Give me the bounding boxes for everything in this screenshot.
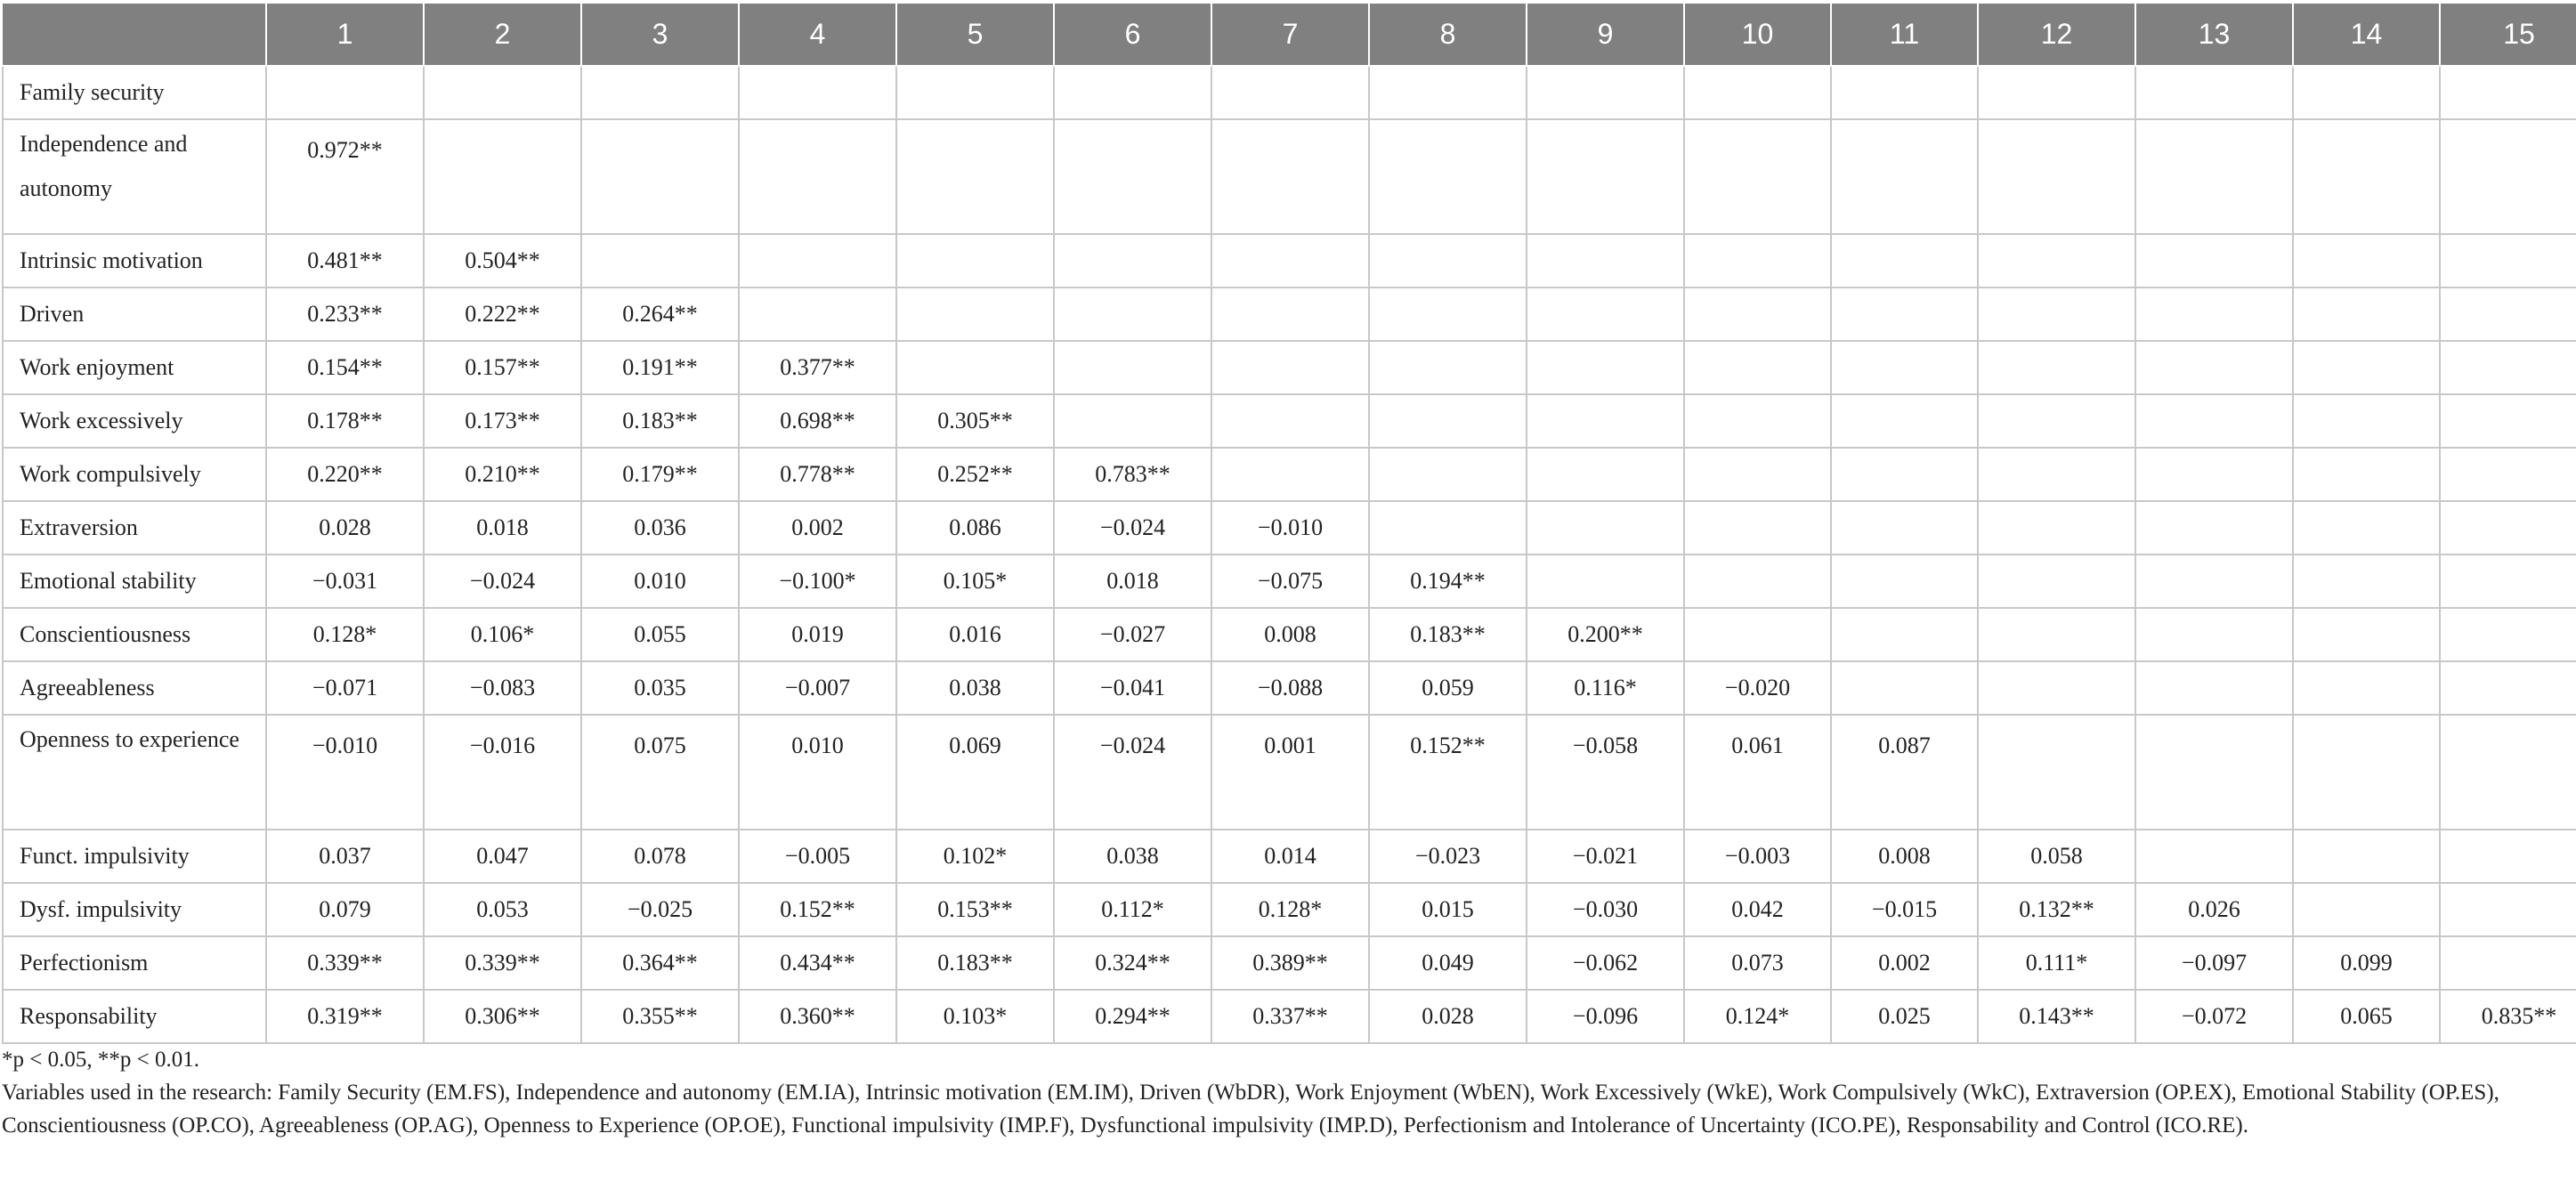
table-cell: −0.075 — [1211, 555, 1369, 608]
table-cell: 0.200** — [1527, 608, 1684, 661]
table-cell — [1211, 394, 1369, 448]
table-cell: 0.143** — [1978, 990, 2135, 1043]
column-header: 15 — [2440, 4, 2576, 66]
correlation-table-container — [2, 4, 2574, 1044]
table-row — [3, 394, 2576, 448]
table-cell — [1054, 234, 1211, 287]
table-cell: −0.025 — [581, 883, 739, 936]
table-cell: 0.173** — [424, 394, 581, 448]
table-cell — [2293, 830, 2440, 883]
table-cell — [896, 341, 1054, 394]
row-label: Dysf. impulsivity — [3, 883, 266, 936]
table-cell — [2293, 883, 2440, 936]
table-row — [3, 341, 2576, 394]
table-cell — [581, 234, 739, 287]
table-cell: 0.132** — [1978, 883, 2135, 936]
table-cell: −0.021 — [1527, 830, 1684, 883]
table-cell — [739, 234, 896, 287]
row-label: Intrinsic motivation — [3, 234, 266, 287]
table-cell — [1684, 66, 1831, 119]
table-row — [3, 608, 2576, 661]
table-cell: −0.030 — [1527, 883, 1684, 936]
table-cell — [1527, 394, 1684, 448]
table-cell: 0.015 — [1369, 883, 1527, 936]
table-cell: 0.434** — [739, 936, 896, 990]
table-cell: 0.178** — [266, 394, 424, 448]
table-cell — [2293, 501, 2440, 555]
table-cell — [1978, 234, 2135, 287]
table-cell: 0.183** — [581, 394, 739, 448]
table-cell — [2135, 341, 2293, 394]
table-cell: 0.389** — [1211, 936, 1369, 990]
table-row — [3, 830, 2576, 883]
table-cell — [1684, 555, 1831, 608]
table-cell: −0.027 — [1054, 608, 1211, 661]
table-cell: −0.062 — [1527, 936, 1684, 990]
table-cell — [1684, 394, 1831, 448]
table-cell — [1369, 501, 1527, 555]
row-label: Agreeableness — [3, 661, 266, 715]
table-cell — [1369, 341, 1527, 394]
table-row — [3, 715, 2576, 830]
table-cell — [2135, 448, 2293, 501]
table-cell — [1211, 341, 1369, 394]
table-cell — [1978, 394, 2135, 448]
table-cell — [1369, 394, 1527, 448]
table-cell: −0.031 — [266, 555, 424, 608]
table-cell — [1369, 119, 1527, 234]
table-cell: 0.103* — [896, 990, 1054, 1043]
table-cell — [2440, 119, 2576, 234]
table-cell: −0.024 — [1054, 715, 1211, 830]
table-row — [3, 883, 2576, 936]
table-cell — [2293, 448, 2440, 501]
table-cell: 0.002 — [739, 501, 896, 555]
row-label: Work compulsively — [3, 448, 266, 501]
table-cell — [266, 66, 424, 119]
row-label: Work excessively — [3, 394, 266, 448]
table-cell: −0.003 — [1684, 830, 1831, 883]
table-cell — [1831, 394, 1978, 448]
table-cell: −0.024 — [424, 555, 581, 608]
table-cell: 0.220** — [266, 448, 424, 501]
table-cell: 0.008 — [1831, 830, 1978, 883]
table-cell: −0.100* — [739, 555, 896, 608]
table-cell: 0.835** — [2440, 990, 2576, 1043]
table-cell: 0.008 — [1211, 608, 1369, 661]
table-cell — [2293, 66, 2440, 119]
table-cell: 0.028 — [1369, 990, 1527, 1043]
table-cell — [1831, 119, 1978, 234]
table-cell — [2293, 555, 2440, 608]
table-cell: 0.128* — [1211, 883, 1369, 936]
table-cell — [1527, 341, 1684, 394]
table-cell — [1684, 287, 1831, 341]
table-cell: 0.014 — [1211, 830, 1369, 883]
table-cell: 0.339** — [424, 936, 581, 990]
table-cell: 0.038 — [896, 661, 1054, 715]
table-cell: 0.183** — [1369, 608, 1527, 661]
table-cell: −0.005 — [739, 830, 896, 883]
table-cell — [1978, 608, 2135, 661]
table-cell — [2135, 119, 2293, 234]
table-cell — [739, 119, 896, 234]
table-cell — [2440, 287, 2576, 341]
table-cell: 0.010 — [581, 555, 739, 608]
table-cell: 0.252** — [896, 448, 1054, 501]
table-row — [3, 501, 2576, 555]
table-cell: 0.073 — [1684, 936, 1831, 990]
table-cell: 0.106* — [424, 608, 581, 661]
table-cell — [1978, 341, 2135, 394]
table-cell — [2440, 715, 2576, 830]
table-cell: −0.072 — [2135, 990, 2293, 1043]
table-cell — [2135, 66, 2293, 119]
significance-note: *p < 0.05, **p < 0.01. — [2, 1048, 199, 1072]
table-cell: 0.324** — [1054, 936, 1211, 990]
table-cell: −0.024 — [1054, 501, 1211, 555]
table-row — [3, 448, 2576, 501]
table-row — [3, 936, 2576, 990]
header-corner — [3, 4, 266, 66]
column-header: 9 — [1527, 4, 1684, 66]
table-cell — [1527, 119, 1684, 234]
table-cell — [1684, 341, 1831, 394]
table-row — [3, 234, 2576, 287]
table-cell: 0.191** — [581, 341, 739, 394]
table-cell — [1211, 448, 1369, 501]
table-cell: 0.128* — [266, 608, 424, 661]
column-header: 4 — [739, 4, 896, 66]
variables-note: Variables used in the research: Family Security (EM.FS), Independence and autonomy (EM.IA), Intrinsic motivation (EM.IM), Driven (WbDR), Work Enjoyment (WbEN), Work Excessively (WkE), Work Compulsively (WkC), Extraversion (OP.EX), Emotional Stability (OP.ES), Conscientiousness (OP.CO), Agreeableness (OP.AG), Openness to Experience (OP.OE), Functional impulsivity (IMP.F), Dysfunctional impulsivity (IMP.D), Perfectionism and Intolerance of Uncertainty (ICO.PE), Responsability and Control (ICO.RE). — [2, 1081, 2499, 1137]
table-row — [3, 661, 2576, 715]
table-cell — [1527, 66, 1684, 119]
table-cell — [1831, 234, 1978, 287]
table-cell: −0.096 — [1527, 990, 1684, 1043]
table-cell: 0.698** — [739, 394, 896, 448]
table-cell — [1369, 448, 1527, 501]
table-cell — [739, 66, 896, 119]
table-cell — [2293, 394, 2440, 448]
table-cell: 0.079 — [266, 883, 424, 936]
table-cell — [2293, 234, 2440, 287]
table-cell — [896, 287, 1054, 341]
table-cell: −0.010 — [1211, 501, 1369, 555]
column-header: 13 — [2135, 4, 2293, 66]
table-cell — [2440, 341, 2576, 394]
column-header: 10 — [1684, 4, 1831, 66]
table-cell: −0.016 — [424, 715, 581, 830]
table-cell: 0.233** — [266, 287, 424, 341]
table-cell: 0.087 — [1831, 715, 1978, 830]
table-cell: 0.264** — [581, 287, 739, 341]
table-cell: 0.153** — [896, 883, 1054, 936]
table-cell — [1369, 287, 1527, 341]
table-cell — [1211, 234, 1369, 287]
row-label: Conscientiousness — [3, 608, 266, 661]
table-cell — [2135, 394, 2293, 448]
table-cell: 0.377** — [739, 341, 896, 394]
table-cell — [1527, 555, 1684, 608]
table-cell — [2440, 555, 2576, 608]
table-cell: 0.086 — [896, 501, 1054, 555]
table-cell: 0.019 — [739, 608, 896, 661]
correlation-table — [2, 4, 2576, 1044]
table-cell: 0.294** — [1054, 990, 1211, 1043]
column-header: 1 — [266, 4, 424, 66]
table-cell — [1831, 287, 1978, 341]
table-cell — [2293, 661, 2440, 715]
row-label: Perfectionism — [3, 936, 266, 990]
table-cell — [2440, 661, 2576, 715]
table-cell: 0.016 — [896, 608, 1054, 661]
table-cell — [1054, 287, 1211, 341]
table-cell: 0.124* — [1684, 990, 1831, 1043]
table-cell — [1978, 119, 2135, 234]
table-cell — [1831, 448, 1978, 501]
table-cell: 0.319** — [266, 990, 424, 1043]
table-cell: 0.481** — [266, 234, 424, 287]
row-label: Openness to experience — [3, 715, 266, 830]
table-cell: 0.504** — [424, 234, 581, 287]
table-cell — [2440, 883, 2576, 936]
table-cell: 0.337** — [1211, 990, 1369, 1043]
table-cell: 0.972** — [266, 119, 424, 234]
table-cell — [1978, 501, 2135, 555]
table-cell — [1978, 66, 2135, 119]
table-cell — [1831, 661, 1978, 715]
table-cell — [2135, 287, 2293, 341]
table-cell — [581, 66, 739, 119]
table-cell — [1684, 448, 1831, 501]
table-cell — [1369, 234, 1527, 287]
table-cell — [1211, 66, 1369, 119]
table-cell: 0.018 — [1054, 555, 1211, 608]
table-cell — [2440, 448, 2576, 501]
table-cell: 0.002 — [1831, 936, 1978, 990]
column-header: 12 — [1978, 4, 2135, 66]
row-label: Funct. impulsivity — [3, 830, 266, 883]
table-cell: 0.152** — [1369, 715, 1527, 830]
table-row — [3, 287, 2576, 341]
table-footnotes — [2, 1043, 2556, 1142]
table-cell: 0.364** — [581, 936, 739, 990]
table-cell: −0.007 — [739, 661, 896, 715]
table-cell: 0.305** — [896, 394, 1054, 448]
table-cell — [1831, 555, 1978, 608]
table-cell: 0.306** — [424, 990, 581, 1043]
table-cell: 0.055 — [581, 608, 739, 661]
table-cell: 0.061 — [1684, 715, 1831, 830]
table-cell: 0.026 — [2135, 883, 2293, 936]
table-cell — [2440, 66, 2576, 119]
row-label: Extraversion — [3, 501, 266, 555]
table-cell: −0.015 — [1831, 883, 1978, 936]
table-cell: 0.059 — [1369, 661, 1527, 715]
table-cell: 0.111* — [1978, 936, 2135, 990]
table-cell: −0.023 — [1369, 830, 1527, 883]
table-cell: 0.179** — [581, 448, 739, 501]
table-cell: −0.010 — [266, 715, 424, 830]
table-cell: 0.102* — [896, 830, 1054, 883]
table-cell — [2135, 555, 2293, 608]
table-cell — [896, 119, 1054, 234]
row-label: Emotional stability — [3, 555, 266, 608]
table-cell — [1684, 119, 1831, 234]
table-cell — [2135, 501, 2293, 555]
table-cell: −0.020 — [1684, 661, 1831, 715]
table-cell — [2440, 830, 2576, 883]
table-cell — [1527, 234, 1684, 287]
table-cell — [1369, 66, 1527, 119]
table-cell: −0.088 — [1211, 661, 1369, 715]
table-cell: −0.097 — [2135, 936, 2293, 990]
table-cell — [1054, 66, 1211, 119]
table-cell: 0.047 — [424, 830, 581, 883]
table-cell — [2440, 394, 2576, 448]
table-cell — [2293, 341, 2440, 394]
table-cell: 0.018 — [424, 501, 581, 555]
column-header: 3 — [581, 4, 739, 66]
table-cell: 0.152** — [739, 883, 896, 936]
table-cell — [2293, 608, 2440, 661]
table-cell: 0.154** — [266, 341, 424, 394]
table-cell: 0.053 — [424, 883, 581, 936]
table-cell — [1054, 394, 1211, 448]
column-header: 14 — [2293, 4, 2440, 66]
table-cell: 0.116* — [1527, 661, 1684, 715]
table-cell: −0.058 — [1527, 715, 1684, 830]
table-cell — [2293, 287, 2440, 341]
table-cell — [1831, 66, 1978, 119]
table-cell — [1527, 448, 1684, 501]
row-label: Driven — [3, 287, 266, 341]
table-cell — [2440, 608, 2576, 661]
table-cell: 0.049 — [1369, 936, 1527, 990]
table-cell — [2440, 234, 2576, 287]
table-cell — [896, 234, 1054, 287]
table-cell: 0.355** — [581, 990, 739, 1043]
table-cell — [1831, 501, 1978, 555]
table-cell: 0.042 — [1684, 883, 1831, 936]
table-body — [3, 66, 2576, 1043]
table-cell — [1211, 119, 1369, 234]
table-cell — [2293, 715, 2440, 830]
table-cell: 0.038 — [1054, 830, 1211, 883]
table-cell — [2440, 936, 2576, 990]
table-cell: 0.010 — [739, 715, 896, 830]
table-cell — [1831, 341, 1978, 394]
table-row — [3, 990, 2576, 1043]
table-cell — [1978, 715, 2135, 830]
table-cell: 0.065 — [2293, 990, 2440, 1043]
table-cell — [2135, 661, 2293, 715]
table-cell: 0.058 — [1978, 830, 2135, 883]
table-cell: 0.075 — [581, 715, 739, 830]
table-row — [3, 119, 2576, 234]
table-cell — [1054, 341, 1211, 394]
table-cell — [1978, 555, 2135, 608]
column-header: 2 — [424, 4, 581, 66]
row-label: Responsability — [3, 990, 266, 1043]
table-cell: 0.157** — [424, 341, 581, 394]
row-label: Work enjoyment — [3, 341, 266, 394]
table-cell: 0.112* — [1054, 883, 1211, 936]
table-cell: 0.183** — [896, 936, 1054, 990]
table-row — [3, 66, 2576, 119]
table-cell — [2135, 830, 2293, 883]
table-cell — [739, 287, 896, 341]
table-cell: 0.778** — [739, 448, 896, 501]
table-cell: 0.036 — [581, 501, 739, 555]
table-cell — [1527, 287, 1684, 341]
table-cell — [896, 66, 1054, 119]
row-label: Family security — [3, 66, 266, 119]
table-cell — [1978, 661, 2135, 715]
table-cell: 0.783** — [1054, 448, 1211, 501]
table-cell: 0.105* — [896, 555, 1054, 608]
table-cell — [581, 119, 739, 234]
table-cell — [1978, 287, 2135, 341]
table-cell: 0.001 — [1211, 715, 1369, 830]
column-header: 7 — [1211, 4, 1369, 66]
table-cell: 0.222** — [424, 287, 581, 341]
table-cell: −0.071 — [266, 661, 424, 715]
table-row — [3, 555, 2576, 608]
table-cell: 0.210** — [424, 448, 581, 501]
table-cell: 0.028 — [266, 501, 424, 555]
table-cell: 0.035 — [581, 661, 739, 715]
table-cell — [424, 66, 581, 119]
table-cell: 0.069 — [896, 715, 1054, 830]
table-cell — [1684, 608, 1831, 661]
column-header: 6 — [1054, 4, 1211, 66]
column-header: 11 — [1831, 4, 1978, 66]
table-cell — [1211, 287, 1369, 341]
table-cell — [1527, 501, 1684, 555]
table-cell — [424, 119, 581, 234]
table-cell — [2293, 119, 2440, 234]
table-header — [3, 4, 2576, 66]
table-cell: −0.083 — [424, 661, 581, 715]
table-cell: 0.339** — [266, 936, 424, 990]
table-cell: 0.194** — [1369, 555, 1527, 608]
table-cell — [1684, 234, 1831, 287]
table-cell: 0.037 — [266, 830, 424, 883]
table-cell — [2440, 501, 2576, 555]
column-header: 5 — [896, 4, 1054, 66]
table-cell — [2135, 234, 2293, 287]
table-cell — [2135, 608, 2293, 661]
row-label: Independence and autonomy — [3, 119, 266, 234]
table-cell — [1831, 608, 1978, 661]
table-cell — [2135, 715, 2293, 830]
table-cell: −0.041 — [1054, 661, 1211, 715]
table-cell: 0.078 — [581, 830, 739, 883]
table-cell — [1684, 501, 1831, 555]
column-header: 8 — [1369, 4, 1527, 66]
table-cell — [1978, 448, 2135, 501]
table-cell: 0.360** — [739, 990, 896, 1043]
table-cell: 0.025 — [1831, 990, 1978, 1043]
table-cell: 0.099 — [2293, 936, 2440, 990]
table-cell — [1054, 119, 1211, 234]
